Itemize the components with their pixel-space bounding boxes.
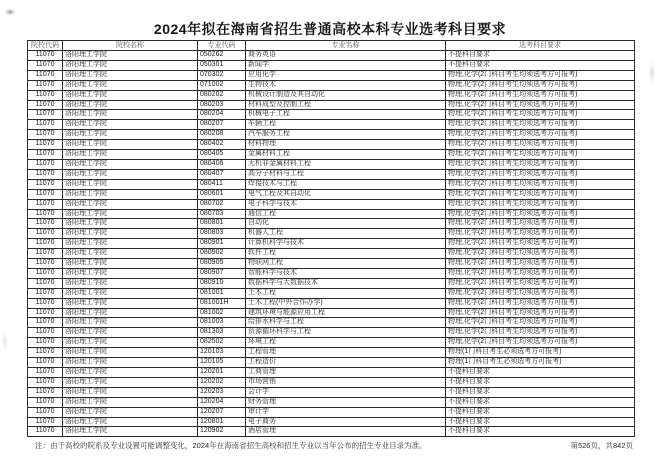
cell-major-code: 050301: [198, 60, 246, 70]
cell-major-code: 120202: [198, 377, 246, 387]
cell-subject-requirement: 物理(1门科目考生必须选考方可报考): [446, 358, 635, 368]
cell-major-name: 生物技术: [246, 80, 446, 90]
cell-college-name: 洛阳理工学院: [63, 387, 198, 397]
cell-college-code: 11070: [28, 199, 63, 209]
cell-major-name: 物联网工程: [246, 259, 446, 269]
cell-college-name: 洛阳理工学院: [63, 219, 198, 229]
cell-college-name: 洛阳理工学院: [63, 358, 198, 368]
cell-subject-requirement: 物理,化学(2门科目考生均须选考方可报考): [446, 90, 635, 100]
cell-major-code: 080901: [198, 239, 246, 249]
cell-college-code: 11070: [28, 120, 63, 130]
cell-major-name: 土木工程(中外合作办学): [246, 298, 446, 308]
table-row: [28, 338, 635, 348]
table-row: [28, 189, 635, 199]
cell-college-name: 洛阳理工学院: [63, 189, 198, 199]
cell-subject-requirement: 物理,化学(2门科目考生均须选考方可报考): [446, 229, 635, 239]
cell-college-name: 洛阳理工学院: [63, 51, 198, 61]
cell-major-code: 082502: [198, 338, 246, 348]
cell-college-name: 洛阳理工学院: [63, 249, 198, 259]
cell-college-code: 11070: [28, 328, 63, 338]
table-row: [28, 100, 635, 110]
cell-major-name: 应用化学: [246, 70, 446, 80]
cell-major-code: 080207: [198, 120, 246, 130]
cell-major-name: 汽车服务工程: [246, 130, 446, 140]
cell-college-code: 11070: [28, 377, 63, 387]
cell-college-name: 洛阳理工学院: [63, 209, 198, 219]
cell-college-code: 11070: [28, 368, 63, 378]
cell-major-name: 工商管理: [246, 368, 446, 378]
cell-college-code: 11070: [28, 219, 63, 229]
page-title: 2024年拟在海南省招生普通高校本科专业选考科目要求: [153, 21, 507, 37]
table-row: [28, 239, 635, 249]
cell-major-code: 080803: [198, 229, 246, 239]
cell-college-name: 洛阳理工学院: [63, 80, 198, 90]
cell-subject-requirement: 不提科目要求: [446, 368, 635, 378]
cell-subject-requirement: 物理,化学(2门科目考生均须选考方可报考): [446, 288, 635, 298]
cell-major-name: 机械电子工程: [246, 110, 446, 120]
table-row: [28, 219, 635, 229]
cell-major-code: 120203: [198, 387, 246, 397]
cell-college-name: 洛阳理工学院: [63, 338, 198, 348]
table-row: [28, 229, 635, 239]
table-row: [28, 417, 635, 427]
cell-major-name: 商务英语: [246, 51, 446, 61]
cell-major-code: 080405: [198, 150, 246, 160]
cell-major-code: 120204: [198, 397, 246, 407]
cell-subject-requirement: 物理,化学(2门科目考生均须选考方可报考): [446, 169, 635, 179]
cell-college-code: 11070: [28, 387, 63, 397]
cell-subject-requirement: 物理,化学(2门科目考生均须选考方可报考): [446, 209, 635, 219]
cell-major-name: 智能科学与技术: [246, 268, 446, 278]
cell-major-code: 120207: [198, 407, 246, 417]
cell-major-name: 材料物理: [246, 140, 446, 150]
cell-subject-requirement: 物理,化学(2门科目考生均须选考方可报考): [446, 328, 635, 338]
cell-college-name: 洛阳理工学院: [63, 150, 198, 160]
cell-college-code: 11070: [28, 90, 63, 100]
cell-subject-requirement: 物理,化学(2门科目考生均须选考方可报考): [446, 189, 635, 199]
cell-college-code: 11070: [28, 318, 63, 328]
col-header-college-name: 院校名称: [63, 41, 198, 51]
subject-requirements-table: [27, 40, 635, 437]
cell-college-code: 11070: [28, 140, 63, 150]
cell-college-name: 洛阳理工学院: [63, 348, 198, 358]
table-row: [28, 278, 635, 288]
cell-college-code: 11070: [28, 417, 63, 427]
table-row: [28, 348, 635, 358]
cell-college-name: 洛阳理工学院: [63, 328, 198, 338]
cell-major-code: 120105: [198, 358, 246, 368]
table-row: [28, 120, 635, 130]
cell-subject-requirement: 不提科目要求: [446, 377, 635, 387]
cell-college-code: 11070: [28, 209, 63, 219]
cell-subject-requirement: 物理,化学(2门科目考生均须选考方可报考): [446, 159, 635, 169]
cell-major-code: 080910: [198, 278, 246, 288]
cell-college-code: 11070: [28, 358, 63, 368]
table-row: [28, 259, 635, 269]
cell-college-code: 11070: [28, 427, 63, 437]
cell-major-name: 工程造价: [246, 358, 446, 368]
cell-major-name: 环境工程: [246, 338, 446, 348]
cell-major-name: 无机非金属材料工程: [246, 159, 446, 169]
cell-major-code: 080907: [198, 268, 246, 278]
cell-major-name: 会计学: [246, 387, 446, 397]
cell-major-code: 081001: [198, 288, 246, 298]
table-row: [28, 159, 635, 169]
cell-major-code: 071002: [198, 80, 246, 90]
table-row: [28, 60, 635, 70]
cell-college-name: 洛阳理工学院: [63, 288, 198, 298]
cell-subject-requirement: 物理,化学(2门科目考生均须选考方可报考): [446, 130, 635, 140]
cell-college-code: 11070: [28, 278, 63, 288]
cell-college-name: 洛阳理工学院: [63, 159, 198, 169]
cell-college-code: 11070: [28, 60, 63, 70]
col-header-major-code: 专业代码: [198, 41, 246, 51]
cell-subject-requirement: 物理,化学(2门科目考生均须选考方可报考): [446, 100, 635, 110]
table-row: [28, 427, 635, 437]
cell-college-name: 洛阳理工学院: [63, 90, 198, 100]
table-row: [28, 70, 635, 80]
cell-college-name: 洛阳理工学院: [63, 298, 198, 308]
cell-subject-requirement: 不提科目要求: [446, 60, 635, 70]
cell-major-name: 高分子材料与工程: [246, 169, 446, 179]
cell-college-name: 洛阳理工学院: [63, 229, 198, 239]
table-body: [28, 51, 635, 437]
cell-major-code: 080905: [198, 259, 246, 269]
cell-subject-requirement: 不提科目要求: [446, 51, 635, 61]
cell-major-name: 金属材料工程: [246, 150, 446, 160]
footnote: 注：由于高校的院系及专业设置可能调整变化，2024年在海南省招生高校和招生专业以当年公布的招生专业目录为准。: [35, 441, 427, 450]
table-row: [28, 368, 635, 378]
cell-subject-requirement: 物理,化学(2门科目考生均须选考方可报考): [446, 80, 635, 90]
cell-major-code: 081003: [198, 318, 246, 328]
cell-major-code: 120902: [198, 427, 246, 437]
cell-major-code: 080203: [198, 100, 246, 110]
cell-college-code: 11070: [28, 51, 63, 61]
cell-major-code: 120201: [198, 368, 246, 378]
col-header-major-name: 专业名称: [246, 41, 446, 51]
cell-subject-requirement: 不提科目要求: [446, 387, 635, 397]
cell-major-code: 080702: [198, 199, 246, 209]
cell-subject-requirement: 不提科目要求: [446, 407, 635, 417]
cell-major-code: 120103: [198, 348, 246, 358]
table-row: [28, 51, 635, 61]
table-row: [28, 308, 635, 318]
cell-subject-requirement: 物理,化学(2门科目考生均须选考方可报考): [446, 259, 635, 269]
cell-college-name: 洛阳理工学院: [63, 417, 198, 427]
table-row: [28, 199, 635, 209]
cell-subject-requirement: 物理,化学(2门科目考生均须选考方可报考): [446, 249, 635, 259]
col-header-college-code: 院校代码: [28, 41, 63, 51]
cell-college-name: 洛阳理工学院: [63, 278, 198, 288]
cell-college-code: 11070: [28, 407, 63, 417]
cell-college-name: 洛阳理工学院: [63, 368, 198, 378]
cell-major-name: 自动化: [246, 219, 446, 229]
table-row: [28, 90, 635, 100]
table-row: [28, 397, 635, 407]
cell-major-code: 080703: [198, 209, 246, 219]
table-row: [28, 150, 635, 160]
cell-major-name: 数据科学与大数据技术: [246, 278, 446, 288]
scan-artifact: [648, 60, 656, 86]
cell-major-name: 车辆工程: [246, 120, 446, 130]
cell-college-code: 11070: [28, 259, 63, 269]
table-row: [28, 328, 635, 338]
cell-college-code: 11070: [28, 268, 63, 278]
cell-college-name: 洛阳理工学院: [63, 169, 198, 179]
cell-major-code: 050262: [198, 51, 246, 61]
cell-college-code: 11070: [28, 189, 63, 199]
table-header-row: [28, 41, 635, 51]
cell-major-code: 080402: [198, 140, 246, 150]
table-row: [28, 130, 635, 140]
cell-subject-requirement: 不提科目要求: [446, 397, 635, 407]
cell-major-name: 给排水科学与工程: [246, 318, 446, 328]
cell-major-name: 机器人工程: [246, 229, 446, 239]
cell-major-name: 材料成型及控制工程: [246, 100, 446, 110]
page-number: 第526页，共842页: [570, 441, 633, 450]
cell-college-code: 11070: [28, 397, 63, 407]
cell-major-code: 080601: [198, 189, 246, 199]
cell-major-name: 土木工程: [246, 288, 446, 298]
cell-subject-requirement: 物理,化学(2门科目考生均须选考方可报考): [446, 278, 635, 288]
cell-college-name: 洛阳理工学院: [63, 397, 198, 407]
cell-college-name: 洛阳理工学院: [63, 377, 198, 387]
table-row: [28, 268, 635, 278]
cell-college-name: 洛阳理工学院: [63, 120, 198, 130]
cell-college-code: 11070: [28, 249, 63, 259]
cell-college-code: 11070: [28, 298, 63, 308]
cell-college-name: 洛阳理工学院: [63, 100, 198, 110]
cell-college-code: 11070: [28, 169, 63, 179]
cell-subject-requirement: 物理,化学(2门科目考生均须选考方可报考): [446, 239, 635, 249]
cell-college-name: 洛阳理工学院: [63, 110, 198, 120]
cell-college-name: 洛阳理工学院: [63, 140, 198, 150]
table-row: [28, 358, 635, 368]
cell-major-code: 080902: [198, 249, 246, 259]
cell-subject-requirement: 不提科目要求: [446, 417, 635, 427]
cell-subject-requirement: 物理,化学(2门科目考生均须选考方可报考): [446, 268, 635, 278]
cell-major-name: 电气工程及其自动化: [246, 189, 446, 199]
scan-artifact: [2, 330, 8, 352]
cell-subject-requirement: 物理,化学(2门科目考生均须选考方可报考): [446, 110, 635, 120]
cell-college-code: 11070: [28, 229, 63, 239]
cell-college-code: 11070: [28, 130, 63, 140]
table-row: [28, 377, 635, 387]
cell-major-code: 081001H: [198, 298, 246, 308]
cell-subject-requirement: 物理,化学(2门科目考生均须选考方可报考): [446, 308, 635, 318]
cell-major-name: 电子科学与技术: [246, 199, 446, 209]
cell-subject-requirement: 物理,化学(2门科目考生均须选考方可报考): [446, 140, 635, 150]
cell-subject-requirement: 物理,化学(2门科目考生均须选考方可报考): [446, 318, 635, 328]
cell-major-name: 建筑环境与能源应用工程: [246, 308, 446, 318]
cell-major-code: 070302: [198, 70, 246, 80]
cell-major-name: 软件工程: [246, 249, 446, 259]
cell-major-name: 新闻学: [246, 60, 446, 70]
cell-major-name: 工程管理: [246, 348, 446, 358]
cell-college-code: 11070: [28, 159, 63, 169]
cell-major-name: 酒店管理: [246, 427, 446, 437]
cell-college-name: 洛阳理工学院: [63, 70, 198, 80]
cell-subject-requirement: 物理,化学(2门科目考生均须选考方可报考): [446, 298, 635, 308]
cell-college-code: 11070: [28, 308, 63, 318]
cell-college-code: 11070: [28, 80, 63, 90]
cell-college-name: 洛阳理工学院: [63, 239, 198, 249]
cell-major-name: 审计学: [246, 407, 446, 417]
table-row: [28, 80, 635, 90]
cell-college-code: 11070: [28, 110, 63, 120]
cell-major-code: 080406: [198, 159, 246, 169]
cell-major-code: 080407: [198, 169, 246, 179]
cell-college-name: 洛阳理工学院: [63, 427, 198, 437]
cell-major-code: 081002: [198, 308, 246, 318]
cell-subject-requirement: 不提科目要求: [446, 427, 635, 437]
cell-subject-requirement: 物理,化学(2门科目考生均须选考方可报考): [446, 199, 635, 209]
cell-college-code: 11070: [28, 288, 63, 298]
cell-subject-requirement: 物理,化学(2门科目考生均须选考方可报考): [446, 150, 635, 160]
table-row: [28, 140, 635, 150]
cell-major-code: 080801: [198, 219, 246, 229]
cell-major-name: 财务管理: [246, 397, 446, 407]
cell-college-code: 11070: [28, 100, 63, 110]
table-row: [28, 249, 635, 259]
cell-major-name: 机械设计制造及其自动化: [246, 90, 446, 100]
cell-college-name: 洛阳理工学院: [63, 318, 198, 328]
cell-major-code: 080411: [198, 179, 246, 189]
cell-major-code: 120801: [198, 417, 246, 427]
cell-subject-requirement: 物理,化学(2门科目考生均须选考方可报考): [446, 179, 635, 189]
cell-college-name: 洛阳理工学院: [63, 407, 198, 417]
cell-subject-requirement: 物理(1门科目考生必须选考方可报考): [446, 348, 635, 358]
cell-college-name: 洛阳理工学院: [63, 60, 198, 70]
cell-major-code: 081303: [198, 328, 246, 338]
table-row: [28, 169, 635, 179]
table-row: [28, 318, 635, 328]
cell-college-code: 11070: [28, 150, 63, 160]
cell-major-code: 080204: [198, 110, 246, 120]
table-row: [28, 298, 635, 308]
cell-major-name: 通信工程: [246, 209, 446, 219]
cell-subject-requirement: 物理,化学(2门科目考生均须选考方可报考): [446, 120, 635, 130]
cell-college-code: 11070: [28, 338, 63, 348]
table-row: [28, 288, 635, 298]
cell-college-name: 洛阳理工学院: [63, 130, 198, 140]
cell-major-name: 资源循环科学与工程: [246, 328, 446, 338]
table-row: [28, 110, 635, 120]
cell-college-code: 11070: [28, 239, 63, 249]
col-header-subject-requirement: 选考科目要求: [446, 41, 635, 51]
cell-college-code: 11070: [28, 348, 63, 358]
table-row: [28, 179, 635, 189]
cell-subject-requirement: 物理,化学(2门科目考生均须选考方可报考): [446, 219, 635, 229]
cell-major-code: 080202: [198, 90, 246, 100]
cell-college-name: 洛阳理工学院: [63, 308, 198, 318]
table-row: [28, 387, 635, 397]
table-row: [28, 407, 635, 417]
cell-major-name: 焊接技术与工程: [246, 179, 446, 189]
table-row: [28, 209, 635, 219]
scan-artifact: [4, 8, 16, 16]
cell-college-name: 洛阳理工学院: [63, 199, 198, 209]
cell-major-name: 市场营销: [246, 377, 446, 387]
cell-college-name: 洛阳理工学院: [63, 259, 198, 269]
cell-major-code: 080208: [198, 130, 246, 140]
cell-subject-requirement: 物理,化学(2门科目考生均须选考方可报考): [446, 70, 635, 80]
cell-college-code: 11070: [28, 70, 63, 80]
cell-college-code: 11070: [28, 179, 63, 189]
cell-college-name: 洛阳理工学院: [63, 268, 198, 278]
cell-college-name: 洛阳理工学院: [63, 179, 198, 189]
cell-subject-requirement: 物理,化学(2门科目考生均须选考方可报考): [446, 338, 635, 348]
cell-major-name: 计算机科学与技术: [246, 239, 446, 249]
cell-major-name: 电子商务: [246, 417, 446, 427]
